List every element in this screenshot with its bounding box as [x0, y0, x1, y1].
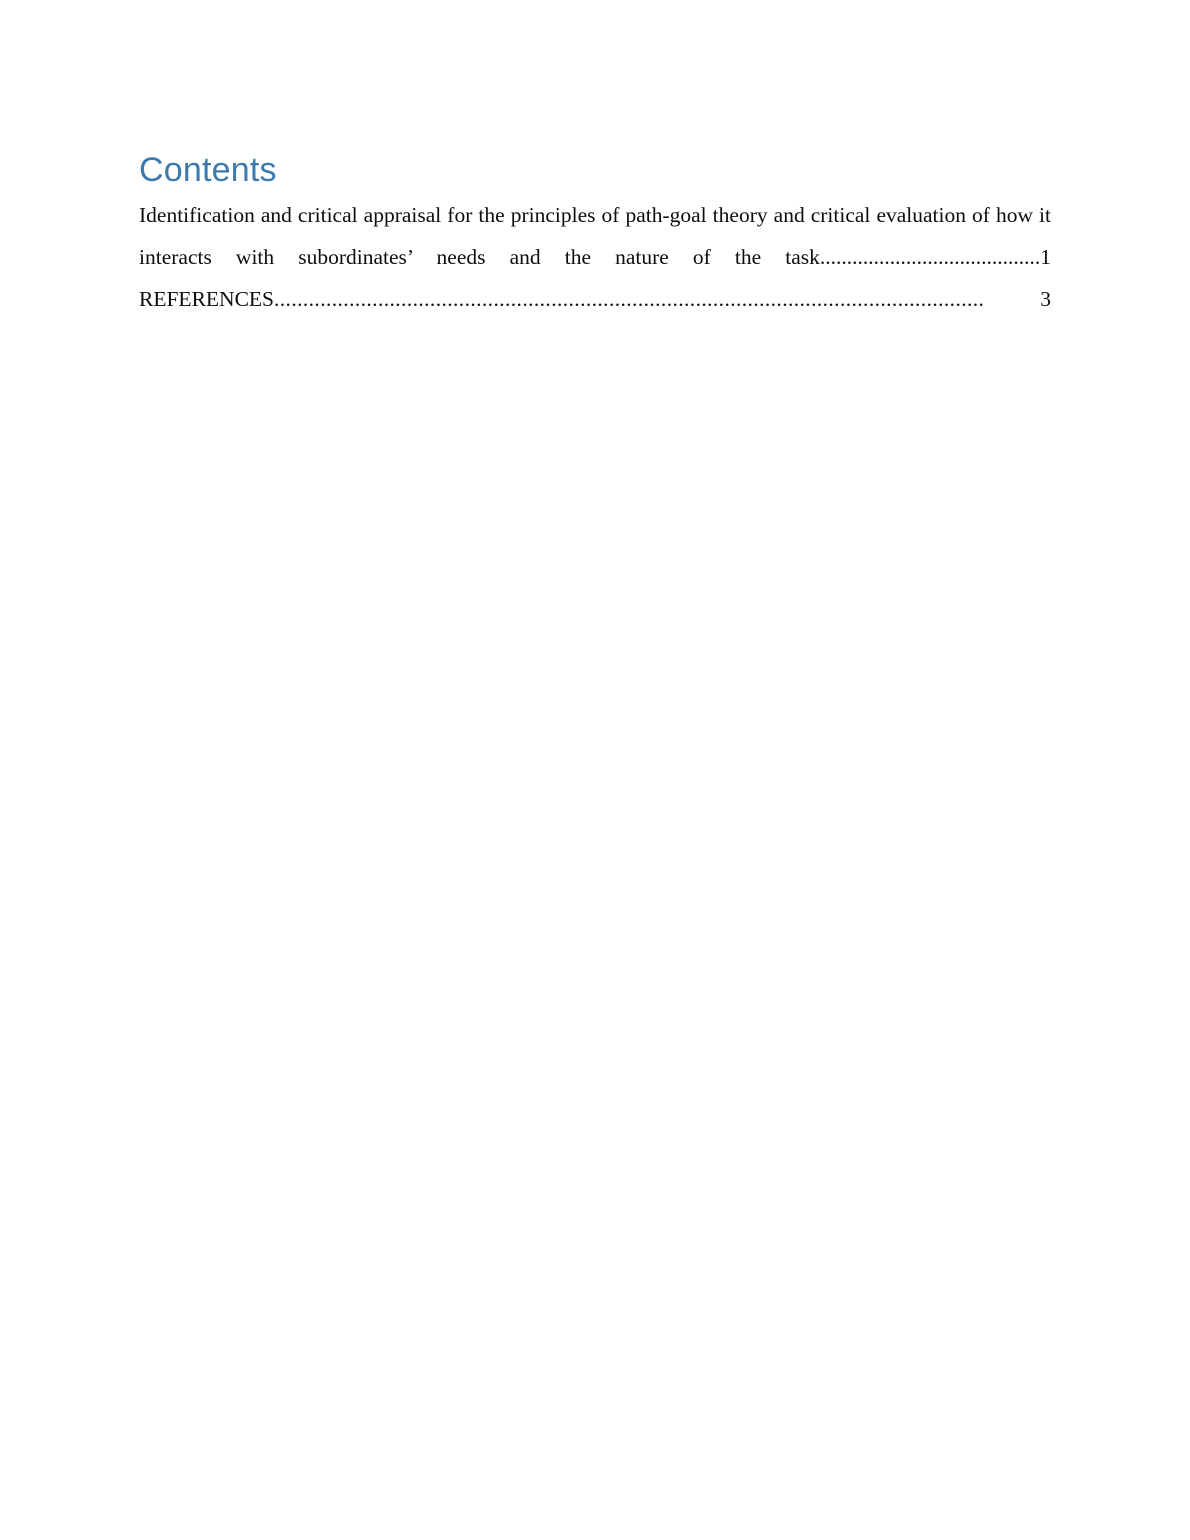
toc-entry-page-number: 3	[1040, 286, 1051, 311]
toc-entry-list	[139, 195, 1051, 321]
toc-entry-leader: .........................................	[819, 244, 1041, 269]
toc-entry-title: Identification and critical appraisal for the principles of path-goal theory and critical evaluation of how it interacts with subordinates’ needs and the nature of the task	[139, 202, 1051, 269]
toc-entry-leader: ...........................................................................................................................	[274, 286, 985, 311]
table-of-contents	[139, 150, 1051, 321]
toc-entry[interactable]	[139, 279, 1051, 321]
toc-entry-title: REFERENCES	[139, 286, 274, 311]
page-title: Contents	[139, 151, 277, 189]
toc-entry-page-number: 1	[1040, 244, 1051, 269]
toc-entry[interactable]	[139, 195, 1051, 279]
